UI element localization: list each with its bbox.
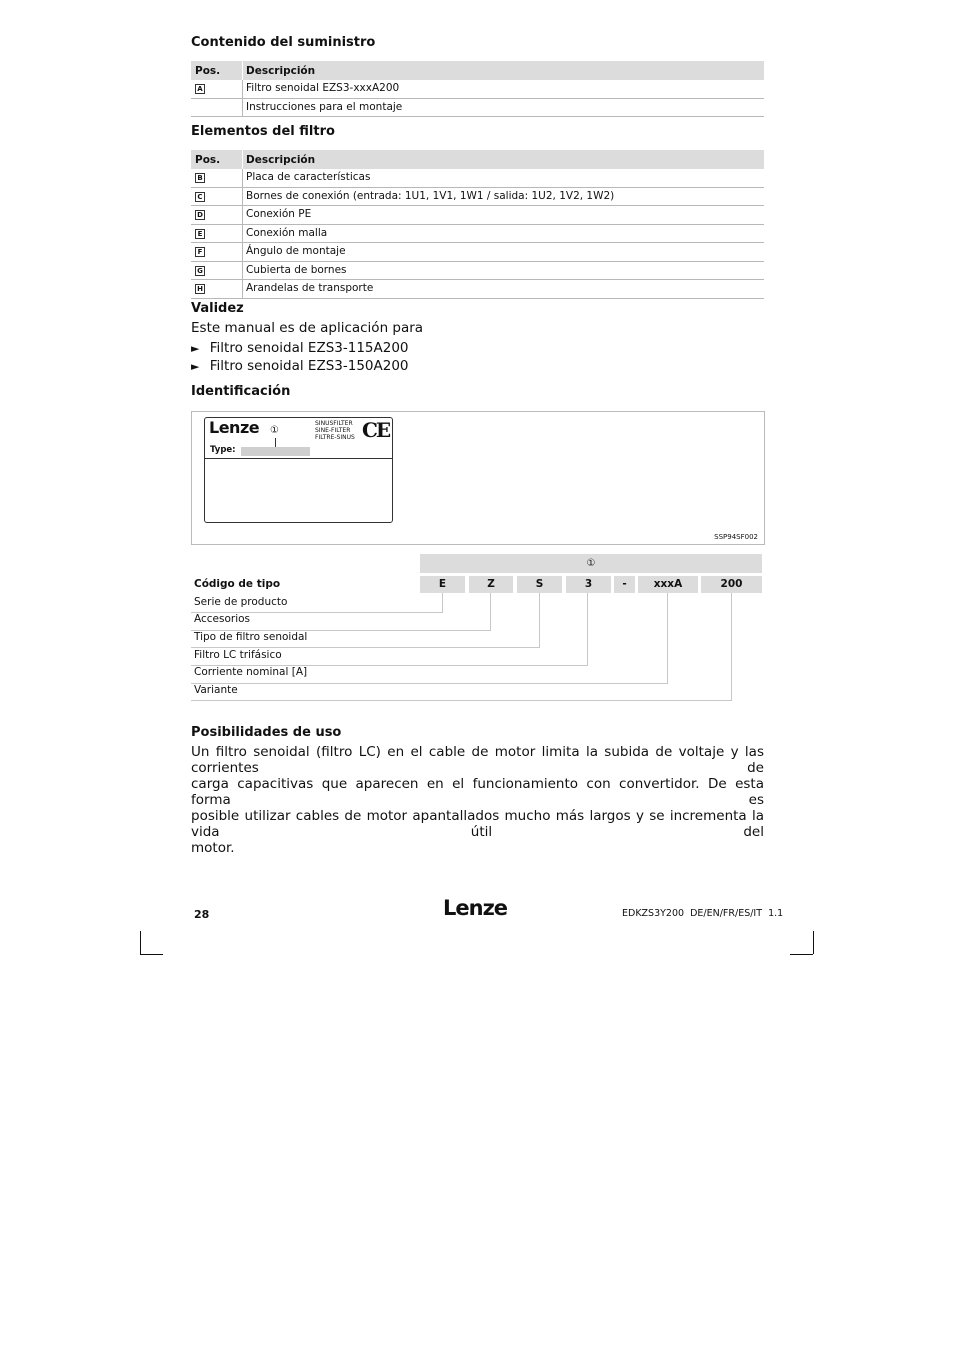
typecode-label: Serie de producto bbox=[194, 596, 288, 608]
code-cell: xxxA bbox=[638, 576, 698, 593]
brand-logo: Lenze bbox=[209, 418, 260, 437]
code-cell: 200 bbox=[701, 576, 762, 593]
table-header: Pos. Descripción bbox=[191, 61, 764, 80]
document-reference: EDKZS3Y200 DE/EN/FR/ES/IT 1.1 bbox=[622, 908, 784, 919]
crop-mark bbox=[813, 931, 814, 954]
table-row: E Conexión malla bbox=[191, 225, 764, 244]
section-title-identification: Identificación bbox=[191, 384, 291, 399]
code-cell: E bbox=[420, 576, 465, 593]
type-label: Type: bbox=[210, 445, 236, 455]
typecode-callout: ① bbox=[420, 554, 762, 573]
callout-marker: ① bbox=[270, 425, 279, 436]
table-row: Instrucciones para el montaje bbox=[191, 99, 764, 118]
nameplate-figure bbox=[191, 411, 765, 545]
bullet-arrow-icon: ► bbox=[191, 360, 200, 373]
footer-brand-logo: Lenze bbox=[443, 896, 508, 920]
code-cell: - bbox=[614, 576, 635, 593]
typecode-header: Código de tipo bbox=[194, 578, 281, 590]
crop-mark bbox=[790, 954, 813, 955]
table-row: A Filtro senoidal EZS3-xxxA200 bbox=[191, 80, 764, 99]
section-title-usage: Posibilidades de uso bbox=[191, 725, 342, 740]
table-row: B Placa de características bbox=[191, 169, 764, 188]
code-cell: Z bbox=[469, 576, 513, 593]
position-key: B bbox=[195, 173, 205, 183]
bullet-arrow-icon: ► bbox=[191, 342, 200, 355]
position-key: F bbox=[195, 247, 205, 257]
type-field bbox=[241, 447, 310, 456]
position-key: A bbox=[195, 84, 205, 94]
position-key: D bbox=[195, 210, 205, 220]
code-cell: S bbox=[517, 576, 562, 593]
typecode-label: Filtro LC trifásico bbox=[194, 649, 282, 661]
contents-table bbox=[191, 61, 764, 117]
filter-names: SINUSFILTER SINE-FILTER FILTRE-SINUS bbox=[315, 420, 355, 441]
nameplate bbox=[204, 417, 393, 523]
typecode-label: Accesorios bbox=[194, 613, 251, 625]
table-header: Pos. Descripción bbox=[191, 150, 764, 169]
elements-table bbox=[191, 150, 764, 299]
typecode-label: Corriente nominal [A] bbox=[194, 666, 308, 678]
section-title-elements: Elementos del filtro bbox=[191, 124, 335, 139]
table-row: D Conexión PE bbox=[191, 206, 764, 225]
table-row: C Bornes de conexión (entrada: 1U1, 1V1, 1W1 / salida: 1U2, 1V2, 1W2) bbox=[191, 188, 764, 207]
position-key: H bbox=[195, 284, 205, 294]
position-key: E bbox=[195, 229, 205, 239]
section-title-contents: Contenido del suministro bbox=[191, 35, 376, 50]
crop-mark bbox=[140, 931, 141, 954]
validity-intro: Este manual es de aplicación para bbox=[191, 320, 424, 336]
table-row: F Ángulo de montaje bbox=[191, 243, 764, 262]
ce-mark-icon: CE bbox=[362, 418, 390, 442]
table-row: G Cubierta de bornes bbox=[191, 262, 764, 281]
typecode-label: Tipo de filtro senoidal bbox=[194, 631, 308, 643]
section-title-validity: Validez bbox=[191, 301, 244, 316]
list-item: ► Filtro senoidal EZS3-115A200 bbox=[191, 340, 409, 356]
typecode-label: Variante bbox=[194, 684, 238, 696]
figure-code: SSP94SF002 bbox=[714, 533, 758, 541]
position-key: G bbox=[195, 266, 205, 276]
page-number: 28 bbox=[194, 908, 210, 921]
table-row: H Arandelas de transporte bbox=[191, 280, 764, 299]
list-item: ► Filtro senoidal EZS3-150A200 bbox=[191, 358, 409, 374]
usage-paragraph: Un filtro senoidal (filtro LC) en el cable de motor limita la subida de voltaje y las corrientes de carga capacitivas que aparecen en el funcionamiento con convertidor. De esta forma es posible utilizar cables de motor apantallados mucho más largos y se incrementa la vida útil del motor. bbox=[191, 744, 764, 856]
crop-mark bbox=[140, 954, 163, 955]
position-key: C bbox=[195, 192, 205, 202]
code-cell: 3 bbox=[566, 576, 611, 593]
